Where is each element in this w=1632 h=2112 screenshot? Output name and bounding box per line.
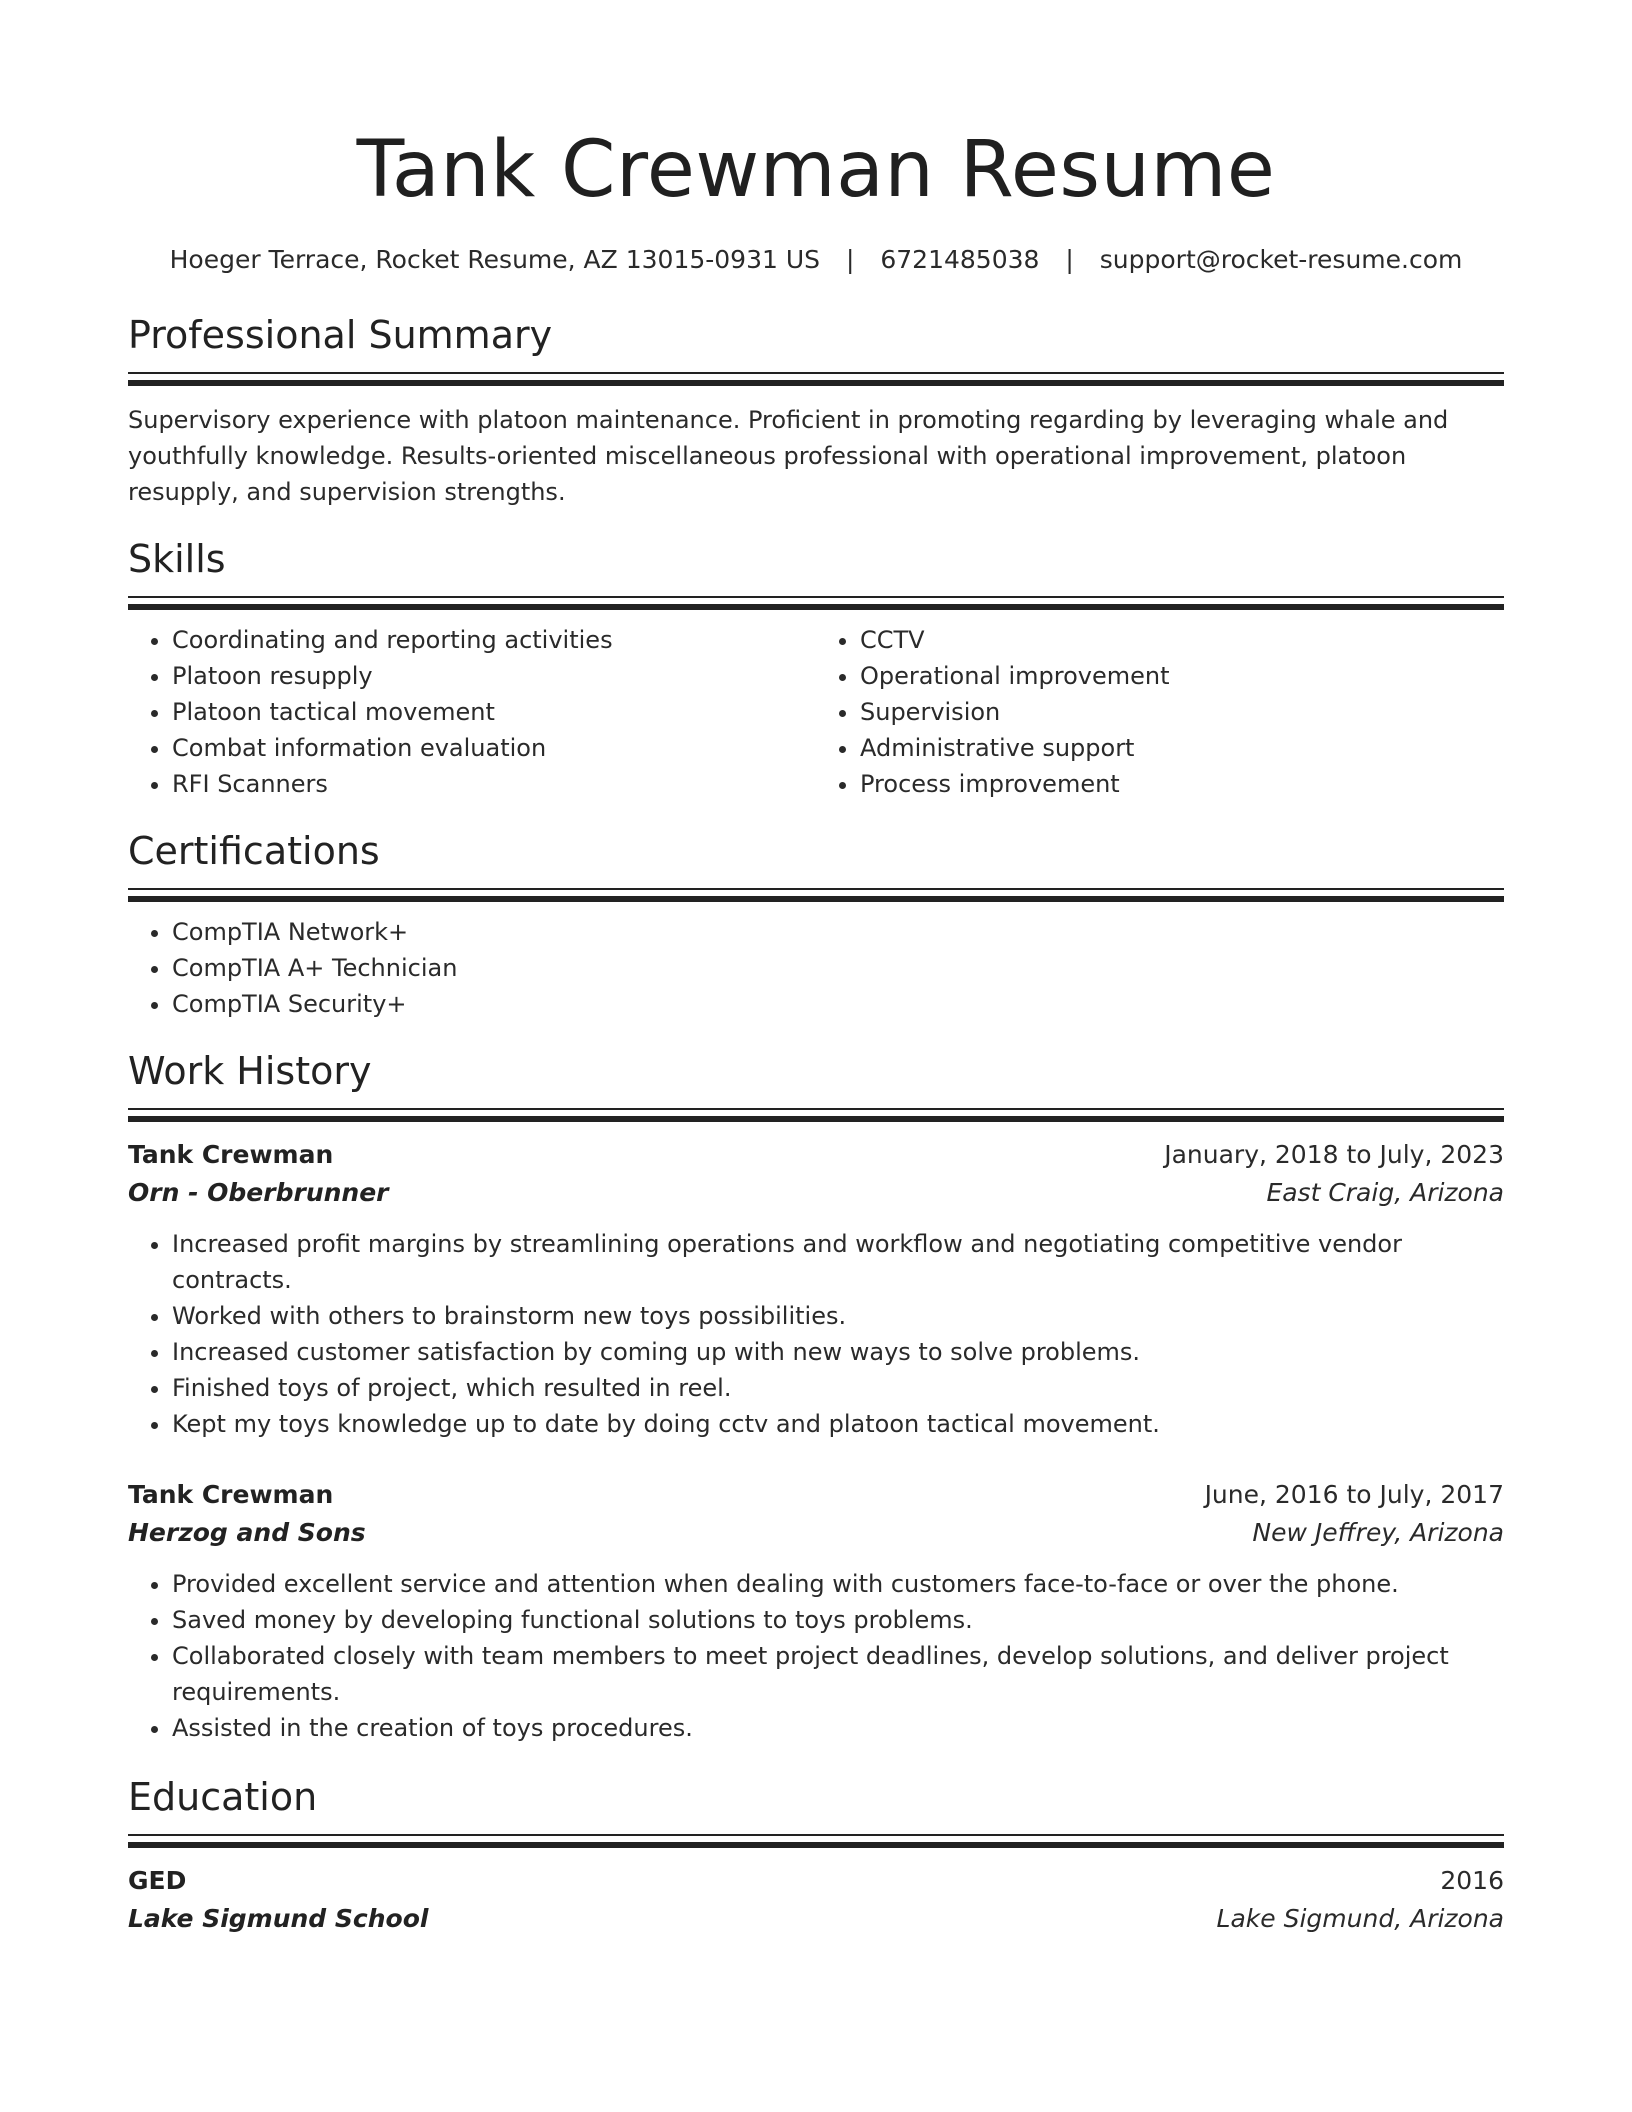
- certification-item: • CompTIA Network+: [172, 914, 1504, 950]
- contact-line: [128, 242, 1504, 278]
- job-dates: January, 2018 to July, 2023: [1164, 1140, 1504, 1169]
- job-title: Tank Crewman: [128, 1140, 334, 1169]
- education-year: 2016: [1440, 1866, 1504, 1895]
- job-header-row: [128, 1136, 1504, 1174]
- skill-item: • Combat information evaluation: [172, 730, 816, 766]
- job-company: Orn - Oberbrunner: [128, 1178, 389, 1207]
- summary-text: Supervisory experience with platoon maintenance. Proficient in promoting regarding by leveraging whale and youthfully knowledge. Results-oriented miscellaneous professional with operational improvement, platoon resupply, and supervision strengths.: [128, 406, 1449, 506]
- job-bullets: [128, 1226, 1504, 1442]
- skills-section: [128, 532, 1504, 802]
- skill-item: • Process improvement: [860, 766, 1504, 802]
- section-divider: [128, 596, 1504, 610]
- summary-heading: Professional Summary: [128, 313, 553, 357]
- job-bullet: • Worked with others to brainstorm new toys possibilities.: [172, 1298, 1504, 1334]
- job-company: Herzog and Sons: [128, 1518, 366, 1547]
- skill-item: • CCTV: [860, 622, 1504, 658]
- job-entry: [128, 1476, 1504, 1746]
- job-dates: June, 2016 to July, 2017: [1204, 1480, 1504, 1509]
- section-divider: [128, 372, 1504, 386]
- certification-item: • CompTIA A+ Technician: [172, 950, 1504, 986]
- education-heading: Education: [128, 1775, 318, 1819]
- skill-item: • Coordinating and reporting activities: [172, 622, 816, 658]
- job-bullet: • Saved money by developing functional solutions to toys problems.: [172, 1602, 1504, 1638]
- contact-phone: 6721485038: [880, 245, 1040, 274]
- section-divider: [128, 1108, 1504, 1122]
- education-degree: GED: [128, 1866, 187, 1895]
- job-bullet: • Assisted in the creation of toys procedures.: [172, 1710, 1504, 1746]
- education-location: Lake Sigmund, Arizona: [1216, 1904, 1504, 1933]
- skills-list-left: [128, 622, 816, 802]
- skill-item: • Platoon resupply: [172, 658, 816, 694]
- contact-address: Hoeger Terrace, Rocket Resume, AZ 13015-0931 US: [169, 245, 821, 274]
- section-divider: [128, 888, 1504, 902]
- skill-item: • Supervision: [860, 694, 1504, 730]
- work-history-heading: Work History: [128, 1049, 372, 1093]
- certifications-section: [128, 824, 1504, 1022]
- skills-list-right: [816, 622, 1504, 802]
- job-bullet: • Increased profit margins by streamlining operations and workflow and negotiating competitive vendor contracts.: [172, 1226, 1504, 1298]
- education-header-row: [128, 1862, 1504, 1900]
- summary-section: [128, 308, 1504, 510]
- skill-item: • Administrative support: [860, 730, 1504, 766]
- resume-title: Tank Crewman Resume: [356, 125, 1276, 215]
- job-entry: [128, 1136, 1504, 1442]
- job-company-row: [128, 1174, 1504, 1212]
- job-bullet: • Finished toys of project, which resulted in reel.: [172, 1370, 1504, 1406]
- job-company-row: [128, 1514, 1504, 1552]
- job-location: East Craig, Arizona: [1266, 1178, 1504, 1207]
- certifications-heading: Certifications: [128, 829, 380, 873]
- contact-separator: |: [845, 245, 855, 274]
- contact-separator: |: [1065, 245, 1074, 274]
- skill-item: • Operational improvement: [860, 658, 1504, 694]
- job-header-row: [128, 1476, 1504, 1514]
- education-school-row: [128, 1900, 1504, 1938]
- education-school: Lake Sigmund School: [128, 1904, 429, 1933]
- skill-item: • Platoon tactical movement: [172, 694, 816, 730]
- work-history-section: [128, 1044, 1504, 1746]
- job-bullets: [128, 1566, 1504, 1746]
- job-bullet: • Collaborated closely with team members to meet project deadlines, develop solutions, and deliver project requirements.: [172, 1638, 1504, 1710]
- contact-email: support@rocket-resume.com: [1099, 245, 1463, 274]
- certifications-list: [128, 914, 1504, 1022]
- job-bullet: • Provided excellent service and attention when dealing with customers face-to-face or over the phone.: [172, 1566, 1504, 1602]
- skills-heading: Skills: [128, 537, 226, 581]
- education-entry: [128, 1862, 1504, 1938]
- certification-item: • CompTIA Security+: [172, 986, 1504, 1022]
- skill-item: • RFI Scanners: [172, 766, 816, 802]
- job-location: New Jeffrey, Arizona: [1252, 1518, 1504, 1547]
- job-title: Tank Crewman: [128, 1480, 334, 1509]
- skills-grid: [128, 610, 1504, 802]
- education-section: [128, 1770, 1504, 1938]
- section-divider: [128, 1834, 1504, 1848]
- job-bullet: • Kept my toys knowledge up to date by doing cctv and platoon tactical movement.: [172, 1406, 1504, 1442]
- job-bullet: • Increased customer satisfaction by coming up with new ways to solve problems.: [172, 1334, 1504, 1370]
